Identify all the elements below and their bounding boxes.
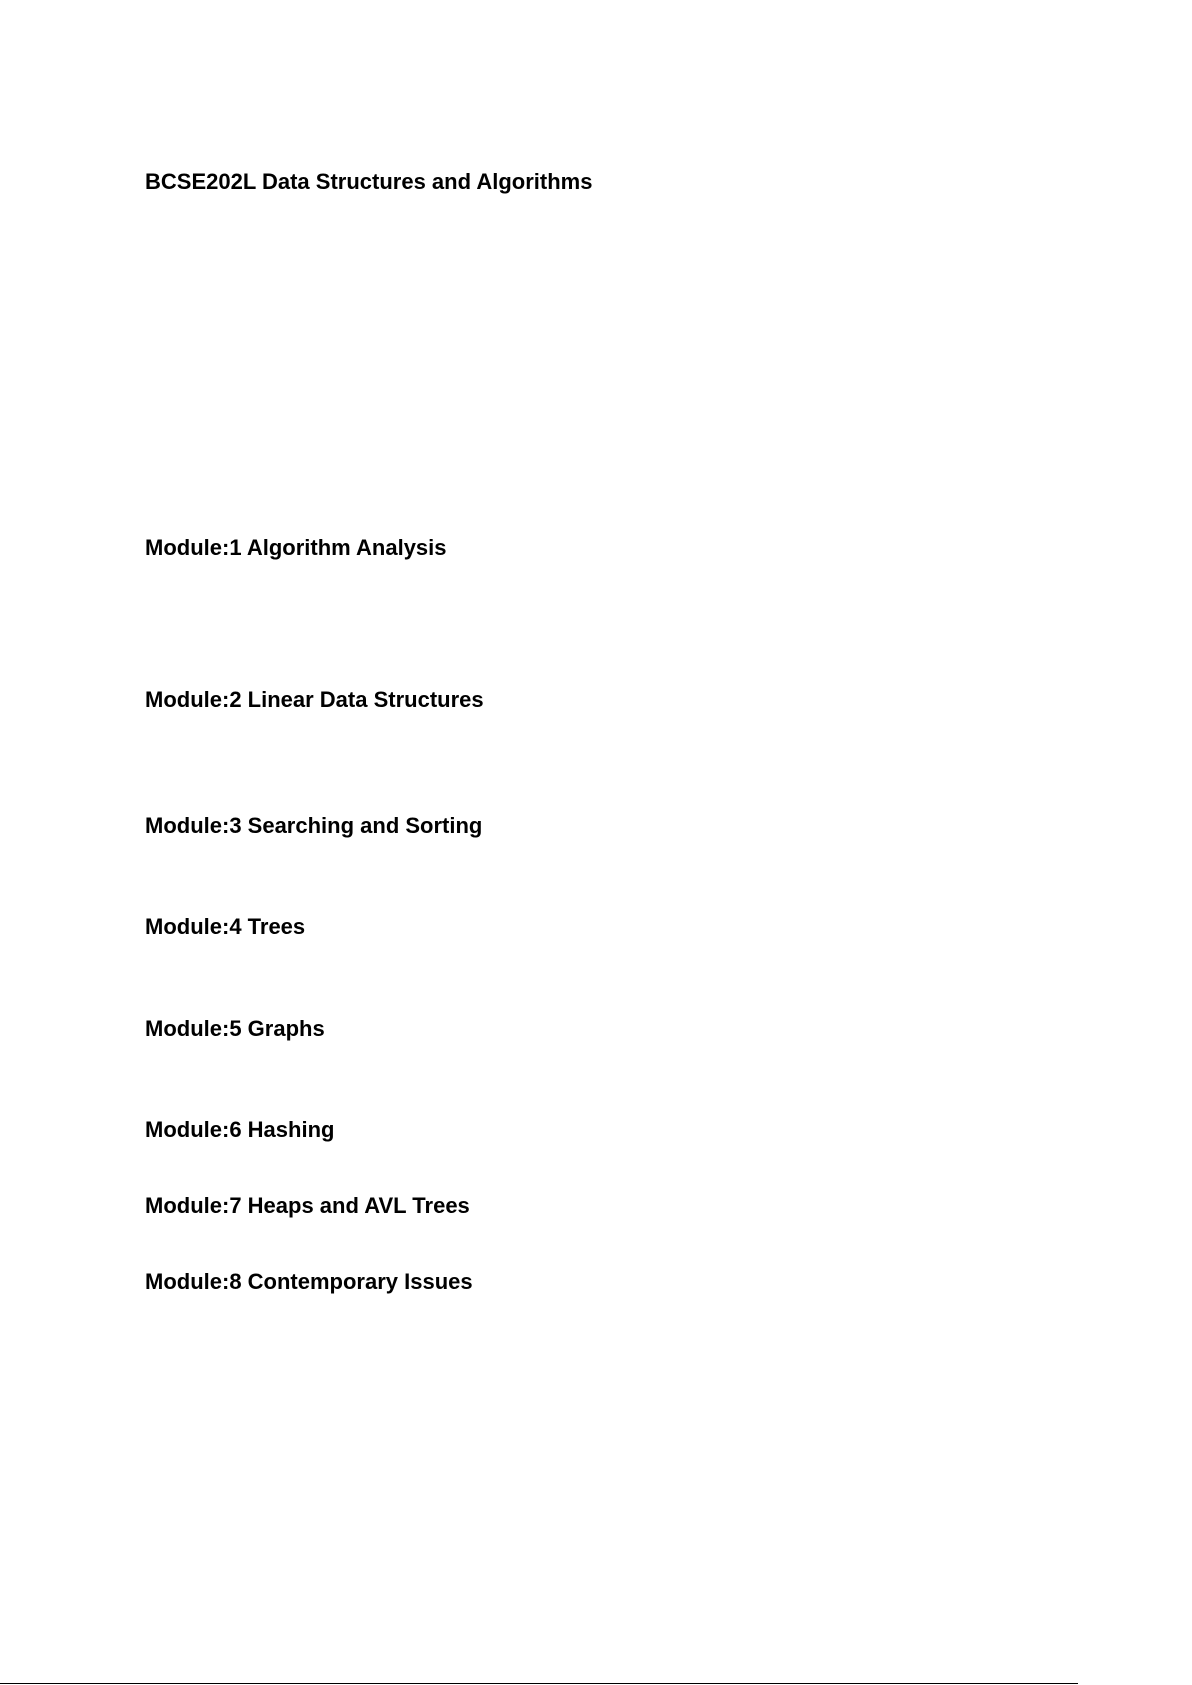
module-heading-2: Module:2 Linear Data Structures [145,687,484,712]
module-heading-6: Module:6 Hashing [145,1117,335,1142]
page-bottom-divider [0,1683,1078,1684]
module-heading-8: Module:8 Contemporary Issues [145,1269,473,1294]
module-heading-1: Module:1 Algorithm Analysis [145,535,447,560]
course-title: BCSE202L Data Structures and Algorithms [145,169,593,194]
module-heading-7: Module:7 Heaps and AVL Trees [145,1193,470,1218]
module-heading-5: Module:5 Graphs [145,1016,325,1041]
module-heading-4: Module:4 Trees [145,914,306,939]
module-heading-3: Module:3 Searching and Sorting [145,813,483,838]
